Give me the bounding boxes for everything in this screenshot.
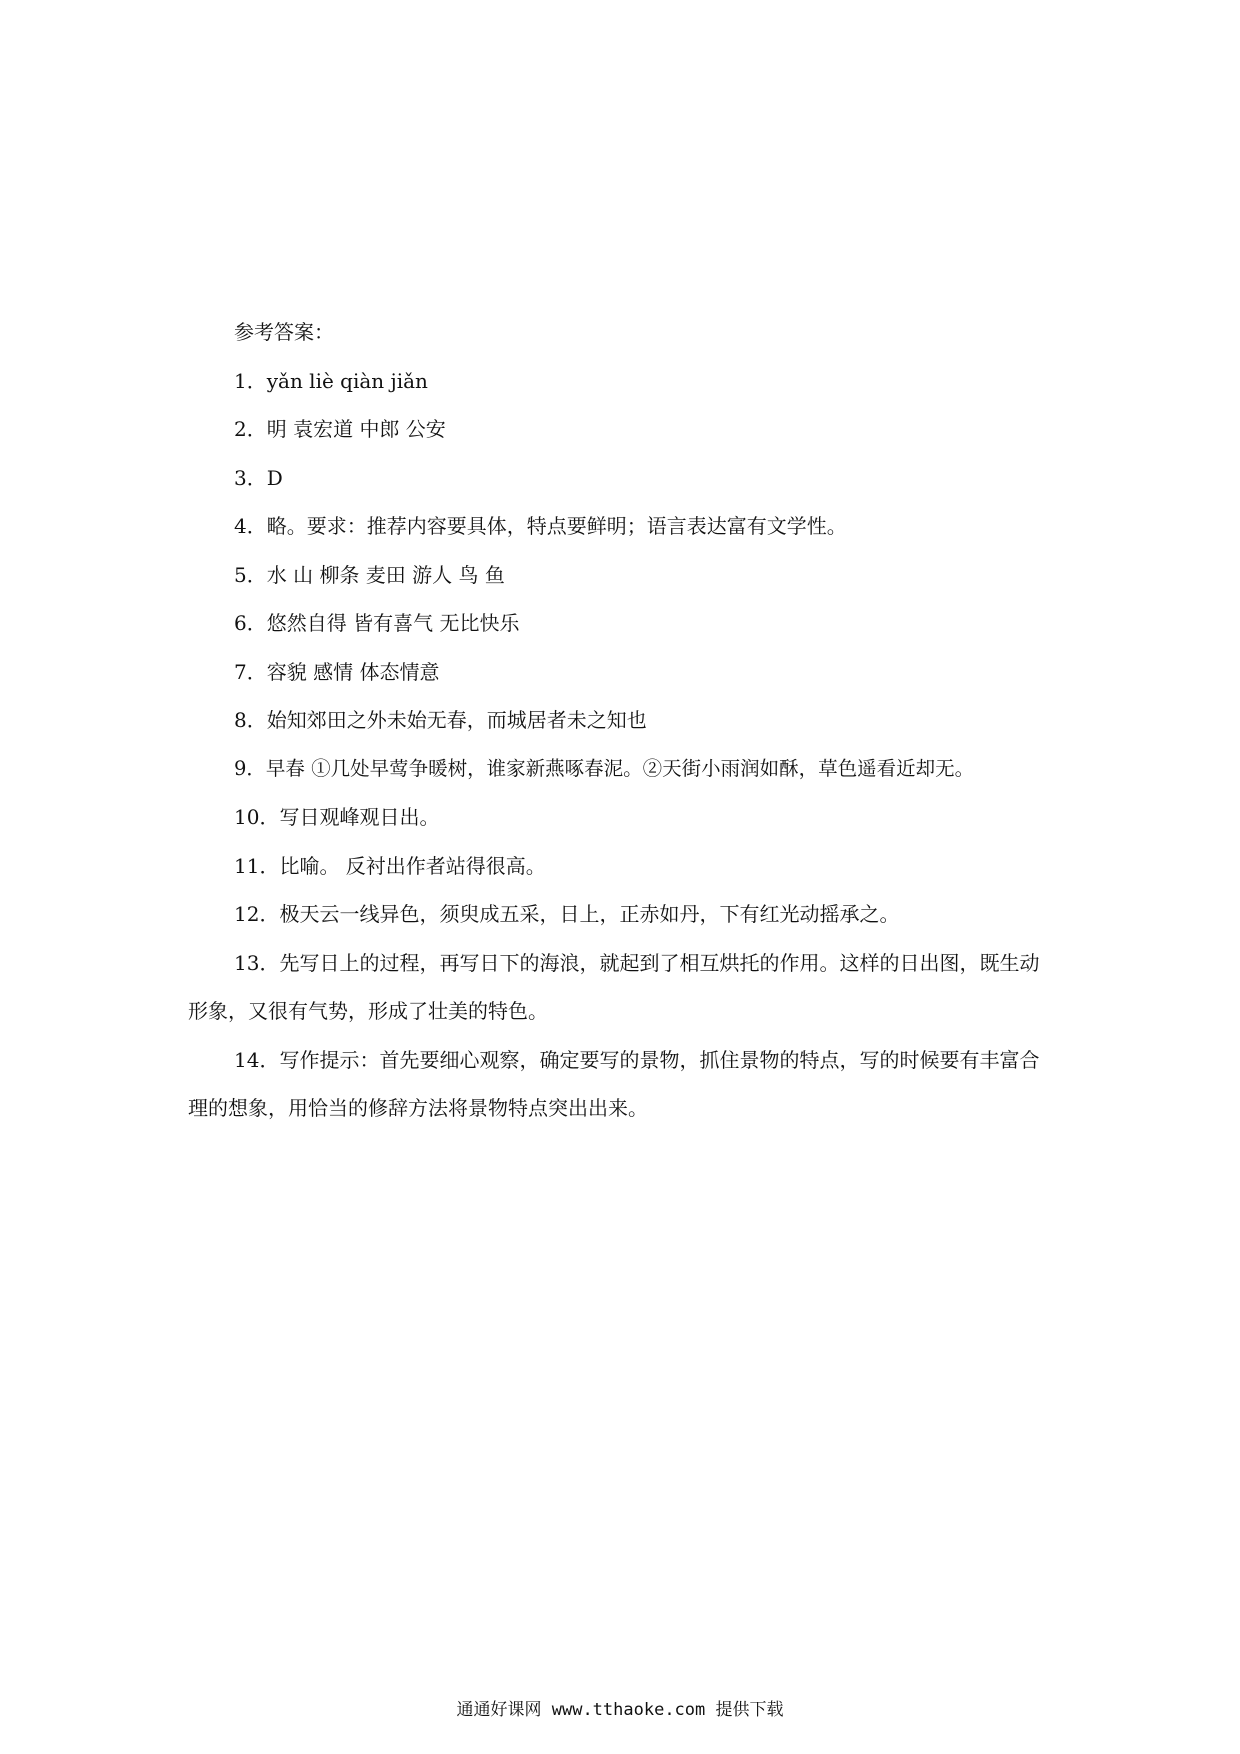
answer-2: 2．明 袁宏道 中郎 公安 [234,417,446,441]
answer-key-section [188,308,1056,1133]
page-footer: 通通好课网 www.tthaoke.com 提供下载 [456,1700,784,1720]
answer-9: 9．早春 ①几处早莺争暖树，谁家新燕啄春泥。②天街小雨润如酥，草色遥看近却无。 [234,756,975,780]
answer-1: 1．yǎn liè qiàn jiǎn [234,368,428,393]
answer-7: 7．容貌 感情 体态情意 [234,659,440,684]
answer-3: 3．D [234,465,283,490]
answer-5: 5．水 山 柳条 麦田 游人 鸟 鱼 [234,562,505,587]
answer-14: 14．写作提示：首先要细心观察，确定要写的景物，抓住景物的特点，写的时候要有丰富合理的想象，用恰当的修辞方法将景物特点突出出来。 [188,1047,1040,1120]
answer-10: 10．写日观峰观日出。 [234,805,440,829]
answer-13: 13．先写日上的过程，再写日下的海浪，就起到了相互烘托的作用。这样的日出图，既生动形象，又很有气势，形成了壮美的特色。 [188,950,1040,1023]
answer-12: 12．极天云一线异色，须臾成五采，日上，正赤如丹，下有红光动摇承之。 [234,902,900,926]
answer-8: 8．始知郊田之外未始无春，而城居者未之知也 [234,708,647,732]
answer-11: 11．比喻。 反衬出作者站得很高。 [234,853,546,878]
answer-key-heading: 参考答案： [234,320,334,344]
answer-4: 4．略。要求：推荐内容要具体，特点要鲜明；语言表达富有文学性。 [234,514,847,538]
answer-6: 6．悠然自得 皆有喜气 无比快乐 [234,611,520,635]
